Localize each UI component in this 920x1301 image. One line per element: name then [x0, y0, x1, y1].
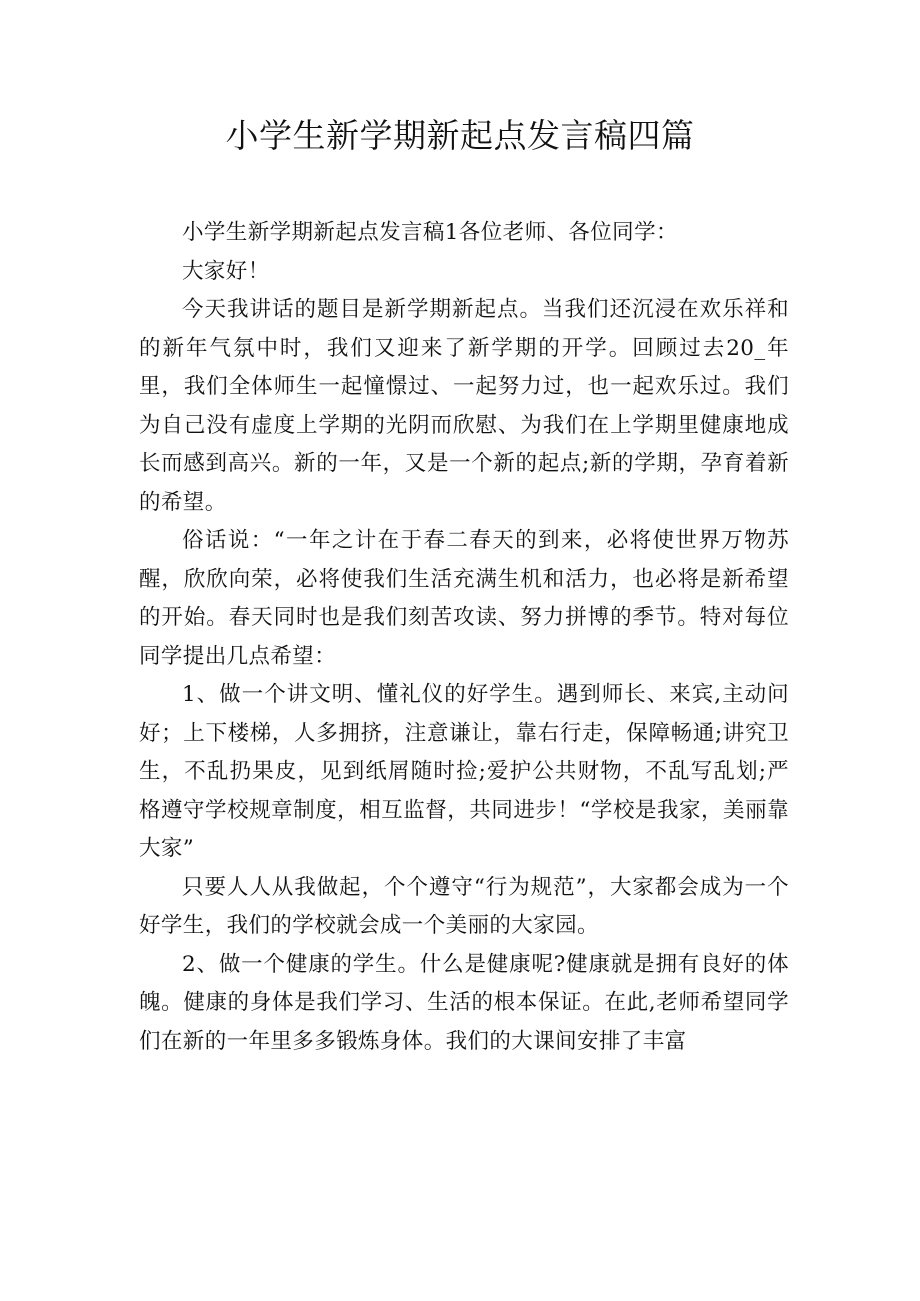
paragraph-spring: 俗话说：“一年之计在于春二春天的到来，必将使世界万物苏醒，欣欣向荣，必将使我们生活充满生机和活力，也必将是新希望的开始。春天同时也是我们刻苦攻读、努力拼博的季节。特对每位同学提出几点希望：: [139, 528, 789, 669]
paragraph-hello: 大家好！: [182, 258, 270, 284]
document-body: [139, 214, 789, 1061]
paragraph-point-2: 2、做一个健康的学生。什么是健康呢?健康就是拥有良好的体魄。健康的身体是我们学习、生活的根本保证。在此,老师希望同学们在新的一年里多多锻炼身体。我们的大课间安排了丰富: [139, 951, 789, 1054]
paragraph-greeting-line: 小学生新学期新起点发言稿1各位老师、各位同学：: [182, 220, 678, 245]
paragraph-point-1: 1、做一个讲文明、懂礼仪的好学生。遇到师长、来宾,主动问好；上下楼梯，人多拥挤，注意谦让，靠右行走，保障畅通;讲究卫生，不乱扔果皮，见到纸屑随时捡;爱护公共财物，不乱写乱划;严格遵守学校规章制度，相互监督，共同进步！“学校是我家，美丽靠大家”: [139, 682, 789, 861]
paragraph-everyone: 只要人人从我做起，个个遵守“行为规范”，大家都会成为一个好学生，我们的学校就会成一个美丽的大家园。: [139, 874, 789, 938]
document-title: 小学生新学期新起点发言稿四篇: [225, 116, 695, 155]
paragraph-intro: 今天我讲话的题目是新学期新起点。当我们还沉浸在欢乐祥和的新年气氛中时，我们又迎来了新学期的开学。回顾过去20_年里，我们全体师生一起憧憬过、一起努力过，也一起欢乐过。我们为自己没有虚度上学期的光阴而欣慰、为我们在上学期里健康地成长而感到高兴。新的一年，又是一个新的起点;新的学期，孕育着新的希望。: [139, 297, 789, 515]
